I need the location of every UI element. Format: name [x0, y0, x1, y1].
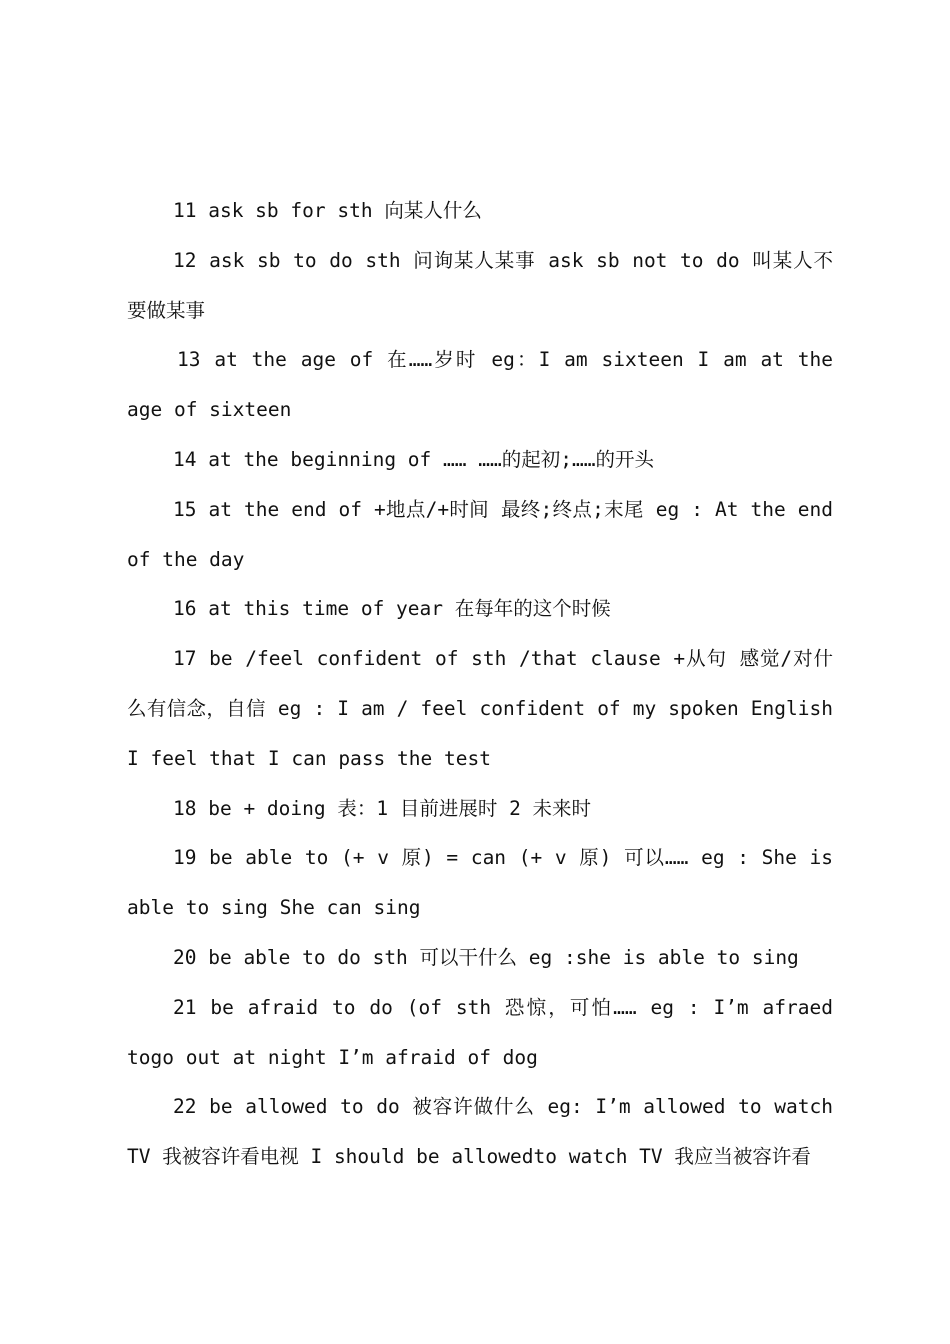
paragraph-22: 22 be allowed to do 被容许做什么 eg: I’m allowed to watch TV 我被容许看电视 I should be allowedto watch TV 我应当被容许看: [127, 1095, 833, 1169]
paragraph-15: 15 at the end of +地点/+时间 最终;终点;末尾 eg : At the end of the day: [127, 497, 833, 571]
paragraph-18: 18 be + doing 表：1 目前进展时 2 未来时: [173, 796, 592, 820]
document-body: [127, 186, 833, 1182]
paragraph-16: 16 at this time of year 在每年的这个时候: [173, 597, 611, 621]
paragraph-20: 20 be able to do sth 可以干什么 eg :she is able to sing: [173, 945, 799, 969]
paragraph-12: 12 ask sb to do sth 问询某人某事 ask sb not to do 叫某人不要做某事: [127, 248, 833, 322]
paragraph-13: 13 at the age of 在……岁时 eg：I am sixteen I am at the age of sixteen: [127, 348, 833, 422]
paragraph-11: 11 ask sb for sth 向某人什么: [173, 199, 482, 222]
paragraph-19: 19 be able to (+ v 原) = can (+ v 原) 可以…… eg : She is able to sing She can sing: [127, 846, 833, 920]
paragraph-17: 17 be /feel confident of sth /that clause +从句 感觉/对什么有信念，自信 eg : I am / feel confident of my spoken English I feel that I can pass the test: [127, 647, 833, 770]
paragraph-14: 14 at the beginning of …… ……的起初;……的开头: [173, 447, 654, 471]
paragraph-21: 21 be afraid to do (of sth 恐惊，可怕…… eg : I’m afraed togo out at night I’m afraid of dog: [127, 995, 833, 1069]
